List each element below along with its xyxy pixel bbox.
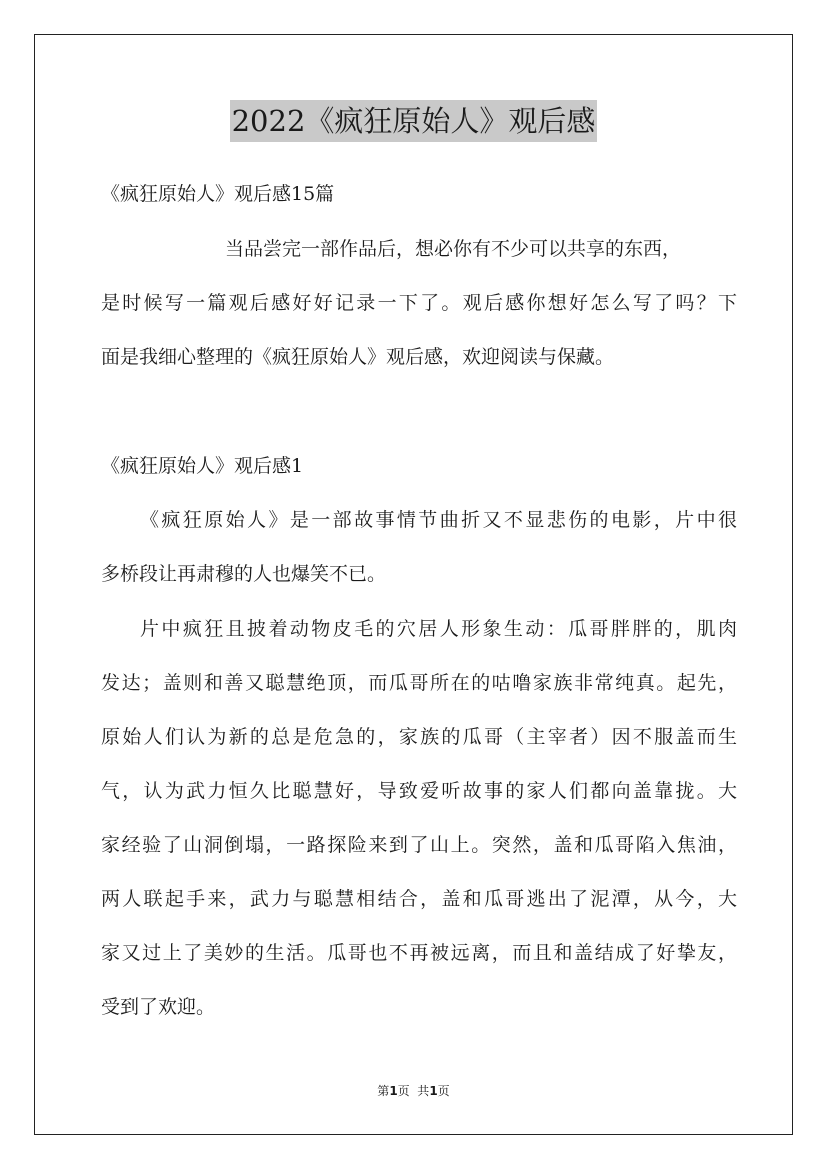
paragraph-line: 家又过上了美妙的生活。瓜哥也不再被远离，而且和盖结成了好挚友，: [101, 942, 737, 964]
section-heading: 《疯狂原始人》观后感1: [101, 455, 304, 477]
paragraph-line: 《疯狂原始人》是一部故事情节曲折又不显悲伤的电影，片中很: [140, 509, 737, 531]
document-subtitle: 《疯狂原始人》观后感15篇: [101, 183, 335, 205]
paragraph-line: 多桥段让再肃穆的人也爆笑不已。: [101, 563, 387, 585]
document-title: 2022《疯狂原始人》观后感: [230, 100, 598, 142]
intro-line: 面是我细心整理的《疯狂原始人》观后感，欢迎阅读与保藏。: [101, 346, 615, 368]
footer-prefix: 第: [377, 1084, 390, 1098]
footer-suffix: 页: [437, 1084, 450, 1098]
paragraph-line: 气，认为武力恒久比聪慧好，导致爱听故事的家人们都向盖靠拢。大: [101, 780, 737, 802]
paragraph-line: 两人联起手来，武力与聪慧相结合，盖和瓜哥逃出了泥潭，从今，大: [101, 888, 737, 910]
paragraph-line: 家经验了山洞倒塌，一路探险来到了山上。突然，盖和瓜哥陷入焦油，: [101, 834, 737, 856]
intro-line: 是时候写一篇观后感好好记录一下了。观后感你想好怎么写了吗？下: [101, 292, 737, 314]
paragraph-line: 受到了欢迎。: [101, 996, 216, 1018]
footer-middle: 页 共: [397, 1084, 430, 1098]
paragraph-line: 片中疯狂且披着动物皮毛的穴居人形象生动：瓜哥胖胖的，肌肉: [140, 618, 737, 640]
footer-page-number: 1: [389, 1084, 398, 1098]
paragraph-line: 原始人们认为新的总是危急的，家族的瓜哥（主宰者）因不服盖而生: [101, 726, 737, 748]
footer-total-pages: 1: [429, 1084, 438, 1098]
paragraph-line: 发达；盖则和善又聪慧绝顶，而瓜哥所在的咕噜家族非常纯真。起先，: [101, 672, 737, 694]
title-container: [0, 100, 827, 142]
page-footer: [0, 1083, 827, 1099]
intro-line: 当品尝完一部作品后，想必你有不少可以共享的东西，: [225, 238, 682, 260]
